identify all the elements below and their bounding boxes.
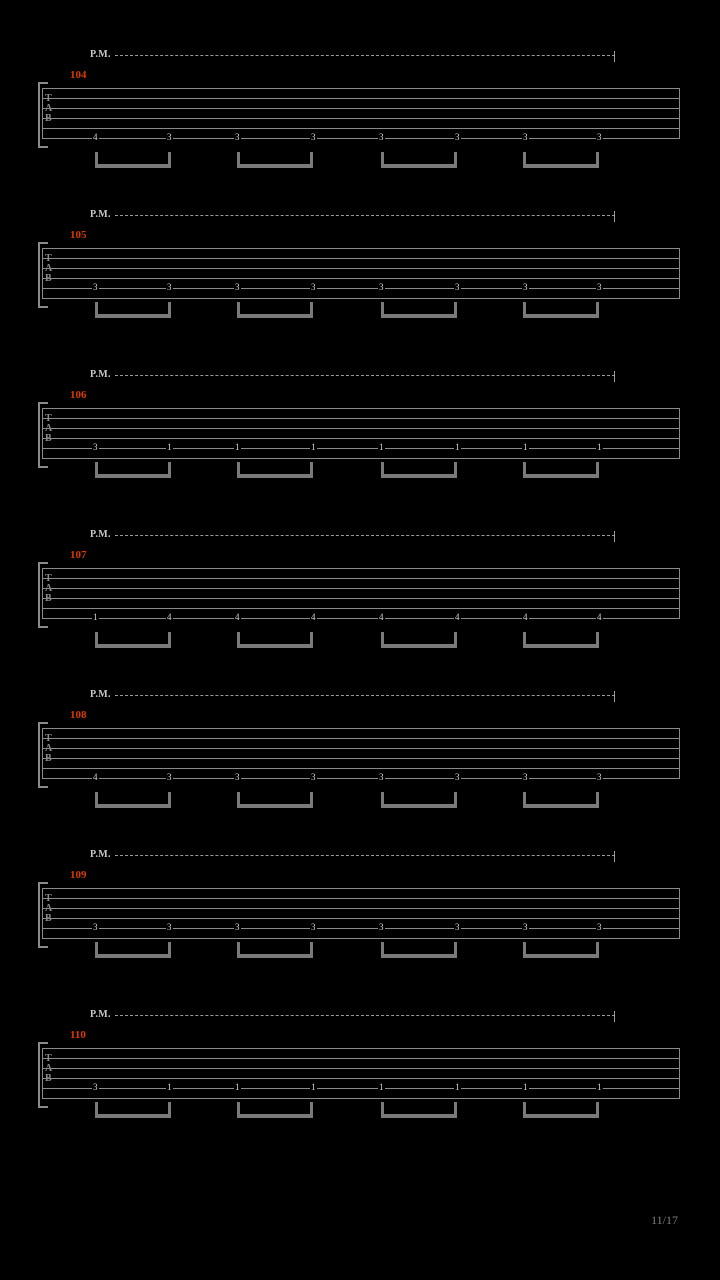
staff-line (42, 728, 680, 729)
fret-number: 4 (93, 772, 98, 782)
palm-mute-dashed-line (115, 375, 615, 376)
staff-line (42, 88, 680, 89)
barline-start (42, 248, 43, 298)
fret-number: 3 (379, 282, 384, 292)
measure-number: 104 (70, 69, 87, 81)
staff-line (42, 738, 680, 739)
staff-line (42, 428, 680, 429)
palm-mute-marking (90, 1008, 615, 1022)
staff-line (42, 118, 680, 119)
barline-end (679, 1048, 680, 1098)
palm-mute-dashed-line (115, 855, 615, 856)
tab-clef-letter: B (45, 753, 52, 764)
fret-number: 4 (379, 612, 384, 622)
fret-number: 3 (311, 772, 316, 782)
fret-number: 3 (597, 922, 602, 932)
tab-staff (42, 248, 680, 298)
fret-number: 3 (379, 772, 384, 782)
note-beam (237, 462, 313, 478)
tab-clef (45, 94, 57, 152)
tab-system (0, 208, 720, 368)
tab-system (0, 368, 720, 528)
staff-line (42, 288, 680, 289)
fret-number: 1 (523, 442, 528, 452)
palm-mute-dashed-line (115, 215, 615, 216)
fret-number: 1 (235, 1082, 240, 1092)
page-number: 11/17 (651, 1213, 678, 1227)
palm-mute-marking (90, 208, 615, 222)
barline-start (42, 1048, 43, 1098)
barline-start (42, 728, 43, 778)
staff-line (42, 908, 680, 909)
fret-number: 3 (311, 282, 316, 292)
fret-number: 3 (311, 132, 316, 142)
fret-number: 1 (311, 442, 316, 452)
fret-number: 3 (523, 132, 528, 142)
note-beam (523, 152, 599, 168)
note-beam (95, 942, 171, 958)
fret-number: 3 (379, 132, 384, 142)
tab-clef-letter: B (45, 593, 52, 604)
staff-line (42, 138, 680, 139)
note-beam (95, 632, 171, 648)
fret-number: 3 (455, 132, 460, 142)
barline-end (679, 568, 680, 618)
fret-number: 3 (455, 772, 460, 782)
staff-line (42, 1088, 680, 1089)
fret-number: 3 (597, 772, 602, 782)
note-beam (381, 632, 457, 648)
tab-system (0, 528, 720, 688)
tab-clef (45, 734, 57, 792)
note-beam (95, 302, 171, 318)
fret-number: 3 (235, 772, 240, 782)
staff-line (42, 928, 680, 929)
measure-number: 108 (70, 709, 87, 721)
tab-clef-letter: A (45, 423, 53, 434)
tab-clef-letter: T (45, 1053, 52, 1064)
staff-line (42, 1058, 680, 1059)
tab-clef-letter: T (45, 573, 52, 584)
note-beam (95, 152, 171, 168)
tab-clef (45, 414, 57, 472)
fret-number: 1 (597, 442, 602, 452)
staff-line (42, 598, 680, 599)
staff-line (42, 758, 680, 759)
staff-line (42, 248, 680, 249)
barline-end (679, 88, 680, 138)
palm-mute-dashed-line (115, 535, 615, 536)
tab-clef-letter: A (45, 583, 53, 594)
fret-number: 3 (235, 132, 240, 142)
fret-number: 1 (167, 1082, 172, 1092)
palm-mute-label: P.M. (90, 49, 111, 60)
fret-number: 1 (167, 442, 172, 452)
note-beam (381, 942, 457, 958)
tab-system (0, 1008, 720, 1168)
staff-line (42, 418, 680, 419)
fret-number: 1 (597, 1082, 602, 1092)
staff-line (42, 1048, 680, 1049)
fret-number: 3 (455, 282, 460, 292)
barline-start (42, 88, 43, 138)
note-beam (523, 792, 599, 808)
fret-number: 3 (523, 772, 528, 782)
palm-mute-dashed-line (115, 695, 615, 696)
palm-mute-label: P.M. (90, 209, 111, 220)
staff-line (42, 98, 680, 99)
palm-mute-marking (90, 848, 615, 862)
fret-number: 4 (311, 612, 316, 622)
palm-mute-marking (90, 48, 615, 62)
barline-start (42, 568, 43, 618)
note-beam (523, 632, 599, 648)
palm-mute-label: P.M. (90, 1009, 111, 1020)
staff-line (42, 578, 680, 579)
tab-system (0, 688, 720, 848)
tab-staff (42, 408, 680, 458)
fret-number: 1 (235, 442, 240, 452)
palm-mute-label: P.M. (90, 849, 111, 860)
palm-mute-marking (90, 528, 615, 542)
tab-clef-letter: T (45, 253, 52, 264)
tab-clef-letter: T (45, 93, 52, 104)
fret-number: 3 (167, 282, 172, 292)
tab-clef-letter: T (45, 893, 52, 904)
note-beam (381, 1102, 457, 1118)
tab-clef (45, 254, 57, 312)
staff-line (42, 938, 680, 939)
fret-number: 4 (93, 132, 98, 142)
staff-line (42, 278, 680, 279)
note-beam (381, 792, 457, 808)
palm-mute-dashed-line (115, 1015, 615, 1016)
fret-number: 3 (93, 442, 98, 452)
staff-line (42, 458, 680, 459)
palm-mute-dashed-line (115, 55, 615, 56)
staff-line (42, 768, 680, 769)
note-beam (95, 1102, 171, 1118)
fret-number: 1 (455, 442, 460, 452)
palm-mute-label: P.M. (90, 529, 111, 540)
note-beam (237, 632, 313, 648)
fret-number: 3 (93, 1082, 98, 1092)
tab-staff (42, 568, 680, 618)
note-beam (237, 942, 313, 958)
measure-number: 105 (70, 229, 87, 241)
fret-number: 3 (523, 282, 528, 292)
fret-number: 4 (523, 612, 528, 622)
fret-number: 3 (93, 282, 98, 292)
staff-line (42, 108, 680, 109)
tab-system (0, 848, 720, 1008)
tab-clef-letter: A (45, 103, 53, 114)
palm-mute-marking (90, 688, 615, 702)
note-beam (95, 462, 171, 478)
fret-number: 3 (235, 282, 240, 292)
note-beam (237, 152, 313, 168)
tab-clef-letter: A (45, 903, 53, 914)
barline-end (679, 728, 680, 778)
staff-line (42, 618, 680, 619)
fret-number: 3 (597, 282, 602, 292)
staff-line (42, 1098, 680, 1099)
tab-clef (45, 894, 57, 952)
fret-number: 4 (167, 612, 172, 622)
tab-clef-letter: B (45, 113, 52, 124)
note-beam (523, 462, 599, 478)
tab-clef-letter: B (45, 1073, 52, 1084)
note-beam (237, 792, 313, 808)
fret-number: 1 (455, 1082, 460, 1092)
fret-number: 3 (455, 922, 460, 932)
fret-number: 4 (597, 612, 602, 622)
fret-number: 1 (311, 1082, 316, 1092)
tab-staff (42, 728, 680, 778)
tab-clef (45, 1054, 57, 1112)
measure-number: 106 (70, 389, 87, 401)
staff-line (42, 918, 680, 919)
note-beam (95, 792, 171, 808)
tab-clef-letter: B (45, 433, 52, 444)
tab-clef (45, 574, 57, 632)
fret-number: 3 (311, 922, 316, 932)
staff-line (42, 898, 680, 899)
note-beam (523, 942, 599, 958)
tab-clef-letter: A (45, 263, 53, 274)
staff-line (42, 408, 680, 409)
palm-mute-label: P.M. (90, 369, 111, 380)
tab-clef-letter: B (45, 273, 52, 284)
fret-number: 3 (167, 132, 172, 142)
staff-line (42, 268, 680, 269)
tab-clef-letter: T (45, 733, 52, 744)
staff-line (42, 1068, 680, 1069)
barline-start (42, 408, 43, 458)
tab-clef-letter: A (45, 743, 53, 754)
staff-line (42, 298, 680, 299)
staff-line (42, 568, 680, 569)
staff-line (42, 128, 680, 129)
measure-number: 107 (70, 549, 87, 561)
tab-clef-letter: T (45, 413, 52, 424)
fret-number: 1 (379, 442, 384, 452)
tab-staff (42, 88, 680, 138)
tab-clef-letter: A (45, 1063, 53, 1074)
tab-clef-letter: B (45, 913, 52, 924)
staff-line (42, 588, 680, 589)
palm-mute-marking (90, 368, 615, 382)
palm-mute-label: P.M. (90, 689, 111, 700)
staff-line (42, 258, 680, 259)
fret-number: 4 (235, 612, 240, 622)
note-beam (523, 302, 599, 318)
note-beam (237, 1102, 313, 1118)
fret-number: 3 (235, 922, 240, 932)
staff-line (42, 778, 680, 779)
barline-start (42, 888, 43, 938)
staff-line (42, 448, 680, 449)
note-beam (381, 302, 457, 318)
barline-end (679, 248, 680, 298)
staff-line (42, 438, 680, 439)
note-beam (381, 462, 457, 478)
staff-line (42, 888, 680, 889)
staff-line (42, 608, 680, 609)
fret-number: 3 (597, 132, 602, 142)
barline-end (679, 408, 680, 458)
measure-number: 109 (70, 869, 87, 881)
fret-number: 1 (379, 1082, 384, 1092)
barline-end (679, 888, 680, 938)
fret-number: 3 (167, 772, 172, 782)
tab-staff (42, 1048, 680, 1098)
tab-system (0, 48, 720, 208)
fret-number: 3 (379, 922, 384, 932)
fret-number: 4 (455, 612, 460, 622)
fret-number: 1 (523, 1082, 528, 1092)
note-beam (237, 302, 313, 318)
measure-number: 110 (70, 1029, 86, 1041)
staff-line (42, 1078, 680, 1079)
fret-number: 3 (523, 922, 528, 932)
fret-number: 3 (93, 922, 98, 932)
note-beam (523, 1102, 599, 1118)
note-beam (381, 152, 457, 168)
tab-staff (42, 888, 680, 938)
staff-line (42, 748, 680, 749)
fret-number: 1 (93, 612, 98, 622)
fret-number: 3 (167, 922, 172, 932)
